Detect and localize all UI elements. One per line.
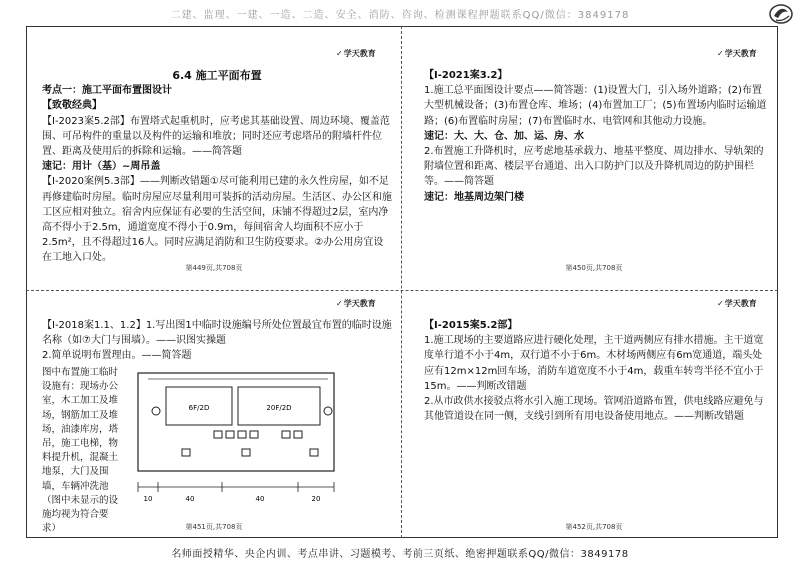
dimension-label: 40: [185, 495, 195, 503]
facility-marker: [250, 431, 258, 438]
footer-banner: 名师面授精华、央企内训、考点串讲、习题模考、考前三页纸、绝密押题联系QQ/微信：3849178: [171, 549, 629, 560]
brand-label: ✓学天教育: [336, 49, 376, 58]
facility-marker: [294, 431, 302, 438]
panel-p450: [424, 68, 768, 205]
panel-p449: [42, 68, 392, 266]
question-2020: 【Ⅰ-2020案例5.3部】——判断改错题①尽可能利用已建的永久性房屋，如不足再修建临时房屋。临时房屋应尽量利用可装拆的活动房屋。生活区、办公区和施工区应相对独立。宿舍内应保证有必要的生活空间，床铺不得超过2层，室内净高不得小于2.5m，通道宽度不得小于0.9m，每间宿舍人均面积不应小于2.5m²，且不得超过16人。同时应满足消防和卫生防疫要求。②办公用房宜设在工地入口处。: [42, 176, 392, 264]
brand-label: ✓学天教育: [717, 49, 757, 58]
horizontal-divider: [26, 290, 778, 291]
panel-p452: [424, 318, 768, 424]
site-boundary: [138, 373, 334, 471]
section-title: 6.4 施工平面布置: [172, 69, 262, 82]
facility-marker: [238, 431, 246, 438]
panel-p451: [42, 318, 392, 364]
facility-note: 图中布置施工临时设施有：现场办公室，木工加工及堆场，钢筋加工及堆场，油漆库房，塔吊，施工电梯，物料提升机，混凝土地泵，大门及围墙，车辆冲洗池（图中未显示的设施均视为符合要求）: [42, 367, 119, 535]
answer-1: 1.施工现场的主要道路应进行硬化处理，主干道两侧应有排水措施。主干道宽度单行道不小于4m，双行道不小于6m。木材场两侧应有6m宽通道，端头处应有12m×12m回车场，消防车道宽度不小于4m，载重车转弯半径不宜小于15m。——判断改错题: [424, 335, 764, 392]
building-a-label: 6F/2D: [188, 404, 210, 412]
answer-2: 2.布置施工升降机时，应考虑地基承载力、地基平整度、周边排水、导轨架的附墙位置和距离、楼层平台通道、出入口防护门以及升降机周边的防护围栏等。——简答题: [424, 146, 764, 188]
facility-marker: [214, 431, 222, 438]
page-number: 第450页,共708页: [565, 264, 623, 272]
header-banner: 二建、监理、一建、一造、二造、安全、消防、咨询、检测课程押题联系QQ/微信：3849178: [170, 10, 630, 21]
question-2018-part2: 2.简单说明布置理由。——简答题: [42, 350, 192, 362]
facility-marker: [324, 407, 332, 415]
question-2018: 【Ⅰ-2018案1.1、1.2】1.写出图1中临时设施编号所处位置最宜布置的临时设施名称（如⑦大门与围墙）。——识图实操题: [42, 320, 392, 347]
site-layout-diagram: [122, 365, 362, 515]
dimension-label: 20: [311, 495, 321, 503]
mnemonic: 速记：大、大、仓、加、运、房、水: [424, 130, 584, 142]
question-2021: 【Ⅰ-2021案3.2】: [424, 70, 508, 81]
brand-label: ✓学天教育: [717, 299, 757, 308]
answer-2: 2.从市政供水接驳点将水引入施工现场。管网沿道路布置，供电线路应避免与其他管道设在同一侧，支线引到所有用电设备使用地点。——判断改错题: [424, 396, 764, 423]
answer-1: 1.施工总平面图设计要点——简答题：(1)设置大门，引入场外道路；(2)布置大型机械设备；(3)布置仓库、堆场；(4)布置加工厂；(5)布置场内临时运输道路；(6)布置临时房屋；(7)布置临时水、电管网和其他动力设施。: [424, 85, 767, 127]
facility-marker: [152, 407, 160, 415]
facility-marker: [282, 431, 290, 438]
knowledge-point: 考点一：施工平面布置图设计: [42, 85, 172, 97]
page-number: 第452页,共708页: [565, 523, 623, 531]
dimension-label: 40: [255, 495, 265, 503]
brand-logo-icon: [768, 2, 794, 26]
brand-label: ✓学天教育: [336, 299, 376, 308]
facility-marker: [310, 449, 318, 456]
page-number: 第449页,共708页: [185, 264, 243, 272]
question-2023: 【Ⅰ-2023案5.2部】布置塔式起重机时，应考虑其基础设置、周边环境、覆盖范围、可吊构件的重量以及构件的运输和堆放；同时还应考虑塔吊的附墙杆件位置、距离及使用后的拆除和运输。——简答题: [42, 115, 390, 158]
question-2015: 【Ⅰ-2015案5.2部】: [424, 320, 518, 331]
mnemonic: 速记：地基周边架门楼: [424, 191, 524, 203]
facility-marker: [226, 431, 234, 438]
building-b-label: 20F/2D: [266, 404, 292, 412]
classic-heading: 【致敬经典】: [42, 100, 102, 112]
facility-marker: [242, 449, 250, 456]
mnemonic: 速记：用计（基）~周吊盖: [42, 161, 161, 173]
facility-marker: [182, 449, 190, 456]
page-number: 第451页,共708页: [185, 523, 243, 531]
dimension-label: 10: [143, 495, 153, 503]
vertical-divider: [401, 26, 402, 538]
